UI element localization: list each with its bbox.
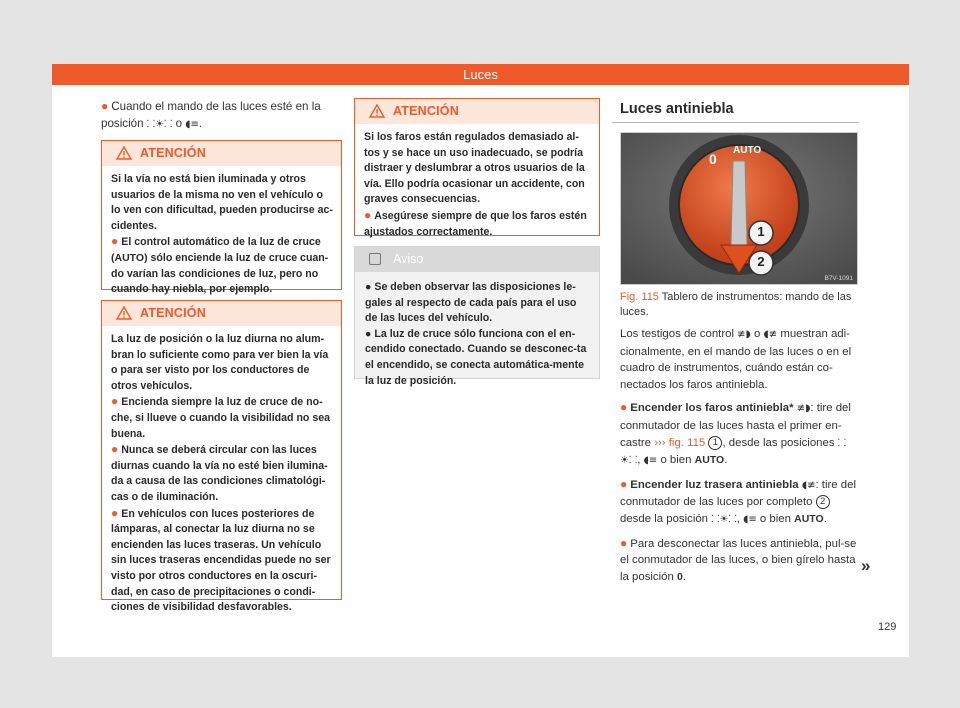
bullet-rear-fog: ● Encender luz trasera antiniebla ◖≢: tire del conmutador de las luces por completo 2 desde la posición ⸬☀⸬, ◖≡ o bien AUTO. — [620, 476, 856, 525]
header-title: Luces — [463, 67, 498, 82]
rear-fog-icon: ◖≢ — [763, 329, 778, 340]
warning-text: Si los faros están regulados demasiado al-tos y se hace un uso inadecuado, se podría distraer y deslumbrar a otros usuarios de la vía. Ello podría ocasionar un accidente, con graves consecuencias. — [364, 131, 585, 206]
warning-title: ATENCIÓN — [393, 104, 459, 118]
note-bullet: ● La luz de cruce sólo funciona con el en-cendido conectado. Cuando se desconec-ta el encendido, se conecta automática-mente la luz de posición. — [365, 327, 587, 387]
callout-ref-2: 2 — [816, 495, 830, 509]
callout-2: 2 — [757, 254, 765, 269]
bullet-front-fog: ● Encender los faros antiniebla* ≢◗: tire del conmutador de las luces hasta el primer en-castre ››› fig. 115 1 , desde las posiciones ⸬☀⸬, ◖≡ o bien AUTO. — [620, 400, 851, 467]
warning-box-2 — [101, 300, 342, 614]
section-title: Luces antiniebla — [620, 101, 734, 117]
warning-body — [102, 166, 341, 304]
header-bar — [52, 64, 909, 85]
warning-bullet: ● Asegúrese siempre de que los faros estén ajustados correctamente. — [364, 207, 587, 238]
warning-triangle-icon — [116, 306, 132, 320]
note-icon — [369, 253, 381, 265]
warning-text: La luz de posición o la luz diurna no alum-bran lo suficiente como para ver bien la vía o para ser visto por los conductores de otros vehículos. — [111, 333, 329, 392]
warning-bullet: ● Nunca se deberá circular con las luces diurnas cuando la vía no esté bien ilumina-da a causa de las condiciones climatológi-cas o de iluminación. — [111, 442, 328, 503]
title-rule — [612, 122, 859, 123]
dipped-beam-icon: ◖≡ — [185, 118, 199, 130]
note-title: Aviso — [393, 252, 424, 266]
warning-box-3 — [354, 98, 600, 236]
warning-bullet: ● Encienda siempre la luz de cruce de no-che, si llueve o cuando la visibilidad no sea buena. — [111, 394, 331, 440]
note-body — [355, 272, 599, 396]
warning-header — [355, 99, 599, 124]
dipped-beam-icon: ◖≡ — [743, 513, 757, 525]
warning-bullet: ● El control automático de la luz de cruce (AUTO) sólo enciende la luz de cruce cuan-do varían las condiciones de luz, pero no cuando hay niebla, por ejemplo. — [111, 234, 329, 296]
warning-header — [102, 141, 341, 166]
bullet-dot: ● — [101, 99, 109, 113]
position-light-icon: ⸬☀⸬ — [146, 118, 173, 130]
warning-bullet: ● En vehículos con luces posteriores de lámparas, al conectar la luz diurna no se encienden las luces traseras. Un vehículo sin luces traseras encendidas puede no ser visto por otros conductores en la oscuri-dad, en caso de precipitaciones o condi-ciones de visibilidad desfavorables. — [111, 505, 331, 614]
figure-reference-link[interactable]: ››› fig. 115 — [654, 436, 706, 449]
warning-body — [102, 326, 341, 622]
page-number: 129 — [878, 621, 897, 633]
caption-text: Tablero de instrumentos: mando de las luces. — [620, 291, 852, 318]
rear-fog-icon: ◖≢ — [801, 479, 816, 491]
warning-text: Si la vía no está bien iluminada y otros usuarios de la misma no ven el vehículo o lo ven con dificultad, pueden producirse ac-cidentes. — [111, 173, 333, 232]
auto-tag: AUTO — [794, 512, 824, 525]
callout-ref-1: 1 — [708, 436, 722, 450]
warning-title: ATENCIÓN — [140, 146, 206, 160]
warning-header — [102, 301, 341, 326]
note-header — [355, 247, 599, 272]
bullet-disconnect: ● Para desconectar las luces antiniebla, pul-se el conmutador de las luces, o bien gírelo hasta la posición 0. — [620, 535, 857, 583]
position-light-icon: ⸬☀⸬ — [620, 437, 846, 467]
warning-triangle-icon — [369, 104, 385, 118]
warning-body — [355, 124, 599, 246]
figure-code: B7V-1091 — [824, 275, 853, 282]
auto-tag: AUTO — [694, 454, 725, 467]
paragraph: Los testigos de control ≢◗ o ◖≢ muestran adi-cionalmente, en el mando de las luces o en el cuadro de instrumentos, cuándo están co-nectados los faros antiniebla. — [620, 328, 852, 391]
dipped-beam-icon: ◖≡ — [643, 455, 658, 467]
position-label-zero: 0 — [709, 151, 717, 167]
note-bullet: ● Se deben observar las disposiciones le-gales al respecto de cada país para el uso de las luces del vehículo. — [365, 281, 577, 325]
warning-title: ATENCIÓN — [140, 306, 206, 320]
column-3-text — [620, 326, 860, 585]
auto-tag: (AUTO) — [111, 251, 148, 264]
column-1 — [101, 98, 341, 133]
warning-triangle-icon — [116, 146, 132, 160]
callout-1: 1 — [757, 224, 765, 239]
warning-box-1 — [101, 140, 342, 296]
position-label-auto: AUTO — [733, 145, 762, 156]
front-fog-icon: ≢◗ — [796, 403, 811, 415]
note-box — [354, 246, 600, 387]
figure-caption — [620, 290, 858, 319]
front-fog-icon: ≢◗ — [737, 329, 751, 340]
position-light-icon: ⸬☀⸬ — [711, 513, 737, 525]
intro-bullet: ● Cuando el mando de las luces esté en la posición ⸬☀⸬ o ◖≡. — [101, 99, 321, 130]
caption-fig-label: Fig. 115 — [620, 291, 659, 303]
figure-light-switch — [620, 132, 858, 285]
zero-tag: 0 — [677, 570, 683, 583]
continue-marker: » — [861, 556, 871, 575]
